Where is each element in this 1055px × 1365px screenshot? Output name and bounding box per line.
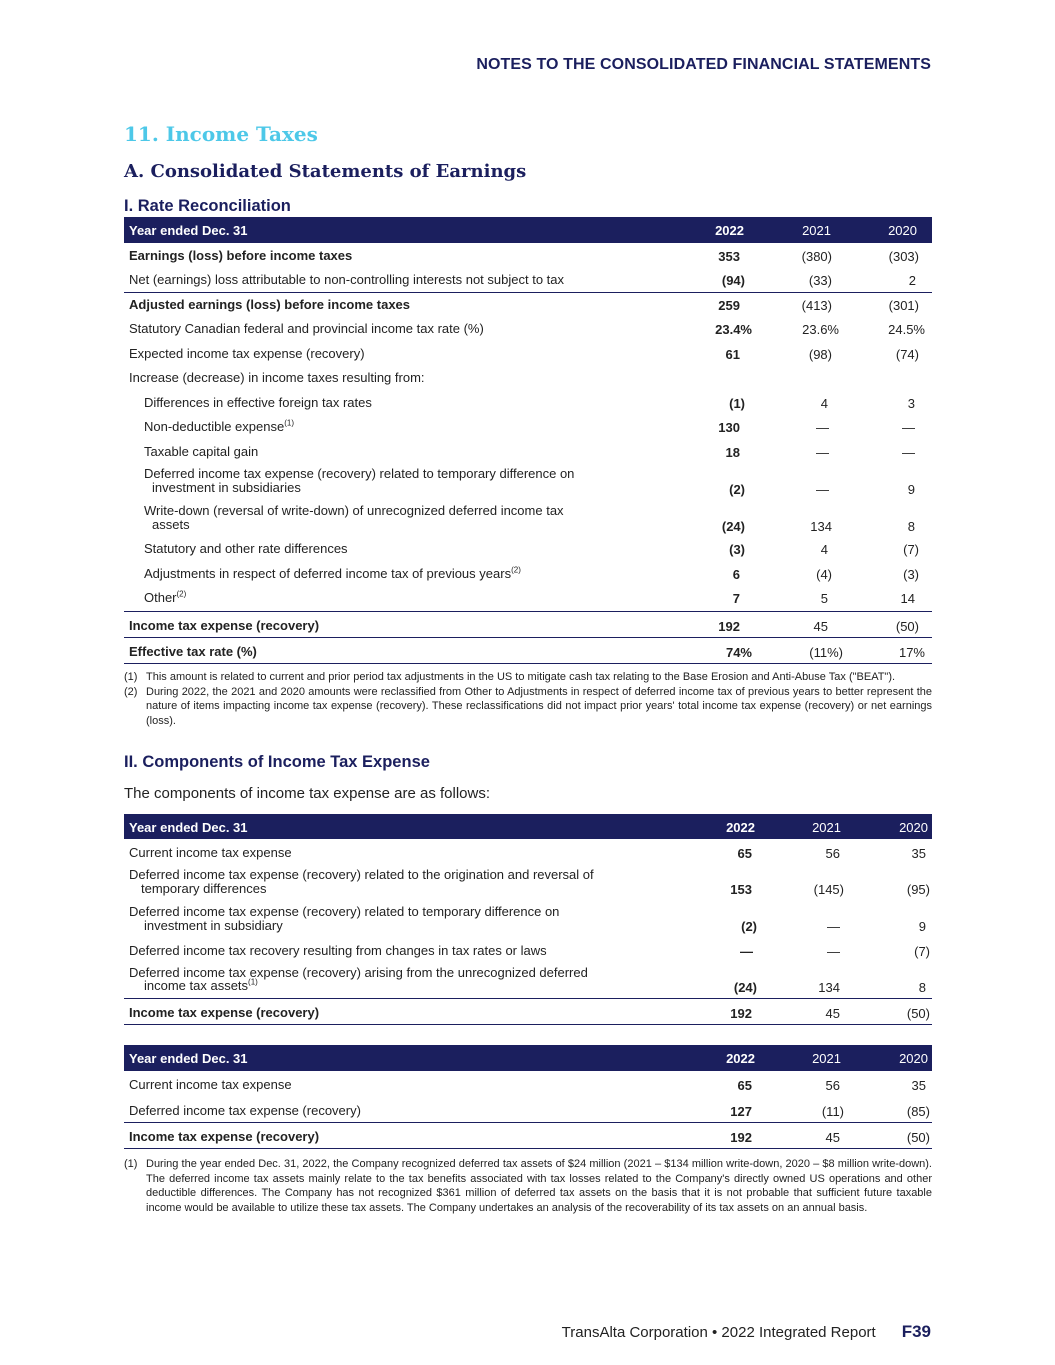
table-row: Taxable capital gain 18 — —: [144, 444, 915, 460]
components-summary-table: [124, 1045, 932, 1149]
header-2020: 2020: [899, 820, 928, 835]
header-year-label: Year ended Dec. 31: [129, 820, 248, 835]
subsection-title: A. Consolidated Statements of Earnings: [124, 161, 527, 182]
header-2021: 2021: [802, 223, 831, 238]
table-row: Earnings (loss) before income taxes 353 (380) (303): [129, 248, 919, 264]
header-2020: 2020: [888, 223, 917, 238]
rate-reconciliation-title: I. Rate Reconciliation: [124, 197, 291, 215]
components-title: II. Components of Income Tax Expense: [124, 753, 430, 771]
table-row: Deferred income tax recovery resulting from changes in tax rates or laws — — (7): [129, 943, 930, 959]
header-2022: 2022: [715, 223, 744, 238]
table-row: Deferred income tax expense (recovery) arising from the unrecognized deferred income tax assets$^{(1)}$ (24) 134 8: [124, 963, 932, 999]
components-footnotes: [124, 1157, 932, 1215]
header-2022: 2022: [726, 820, 755, 835]
table-row: Deferred income tax expense (recovery) related to temporary difference on investment in subsidiaries (2) — 9: [144, 466, 915, 497]
table-row: Adjusted earnings (loss) before income taxes 259 (413) (301): [129, 297, 919, 313]
table-row: Deferred income tax expense (recovery) related to temporary difference on investment in subsidiary (2) — 9: [129, 904, 926, 934]
header-2021: 2021: [812, 820, 841, 835]
table-row: Income tax expense (recovery) 192 45 (50): [124, 1123, 932, 1149]
footer-report-name: TransAlta Corporation • 2022 Integrated Report: [561, 1324, 876, 1341]
table-header: [124, 814, 932, 839]
header-2021: 2021: [812, 1051, 841, 1066]
table-row: Statutory and other rate differences (3) 4 (7): [144, 541, 919, 557]
table-header: [124, 217, 932, 243]
header-year-label: Year ended Dec. 31: [129, 1051, 248, 1066]
table-row: Other$^{(2)}$ 7 5 14: [124, 586, 932, 612]
components-intro: The components of income tax expense are as follows:: [124, 785, 491, 802]
table-row: Differences in effective foreign tax rates (1) 4 3: [144, 395, 915, 411]
components-table: [124, 814, 932, 1025]
page-number: F39: [901, 1322, 931, 1341]
table-row: Adjustments in respect of deferred income tax of previous years$^{(2)}$ 6 (4) (3): [144, 565, 919, 582]
footnote: (1) During the year ended Dec. 31, 2022, the Company recognized deferred tax assets of $24 million (2021 – $134 million write-down, 2020 – $8 million write-down). The deferred income tax assets mainly relate to the tax benefits associated with tax losses related to the Company's directly owned US operations and other deductible differences. The Company has not recognized $361 million of deferred tax assets on the basis that it is not probable that sufficient future taxable income would be available to utilize these tax assets. The Company undertakes an analysis of the recoverability of its tax assets on an annual basis.: [124, 1158, 932, 1214]
table-row: Increase (decrease) in income taxes resulting from:: [129, 370, 425, 385]
page-footer: [562, 1322, 931, 1342]
table-row: Net (earnings) loss attributable to non-controlling interests not subject to tax (94) (33) 2: [124, 268, 932, 293]
table-row: Effective tax rate (%) 74% (11%) 17%: [124, 638, 932, 664]
table-row: Statutory Canadian federal and provincial income tax rate (%) 23.4% 23.6% 24.5%: [129, 321, 925, 337]
table-row: Income tax expense (recovery) 192 45 (50): [124, 999, 932, 1025]
page-header-title: NOTES TO THE CONSOLIDATED FINANCIAL STATEMENTS: [476, 56, 931, 73]
table-row: Current income tax expense 65 56 35: [129, 1077, 926, 1093]
header-year-label: Year ended Dec. 31: [129, 223, 248, 238]
rate-reconciliation-footnotes: [124, 670, 932, 728]
footnote: (2) During 2022, the 2021 and 2020 amounts were reclassified from Other to Adjustments in respect of deferred income tax of previous years to better represent the nature of items impacting income tax expense (recovery). These reclassifications did not impact prior years' total income tax expense (recovery) or net earnings (loss).: [124, 685, 932, 727]
table-row: Non-deductible expense$^{(1)}$ 130 — —: [144, 418, 915, 435]
footnote: (1) This amount is related to current and prior period tax adjustments in the US to mitigate cash tax relating to the Base Erosion and Anti-Abuse Tax ("BEAT").: [124, 671, 896, 683]
section-title: 11. Income Taxes: [124, 122, 318, 146]
table-header: [124, 1045, 932, 1071]
table-row: Deferred income tax expense (recovery) 127 (11) (85): [124, 1097, 932, 1123]
table-row: Current income tax expense 65 56 35: [129, 845, 926, 861]
table-row: Write-down (reversal of write-down) of unrecognized deferred income tax assets (24) 134 8: [144, 503, 915, 534]
header-2020: 2020: [899, 1051, 928, 1066]
table-row: Deferred income tax expense (recovery) related to the origination and reversal of temporary differences 153 (145) (95): [129, 867, 930, 897]
rate-reconciliation-table: [124, 217, 932, 664]
header-2022: 2022: [726, 1051, 755, 1066]
table-row: Income tax expense (recovery) 192 45 (50): [124, 612, 932, 638]
table-row: Expected income tax expense (recovery) 61 (98) (74): [129, 346, 919, 362]
